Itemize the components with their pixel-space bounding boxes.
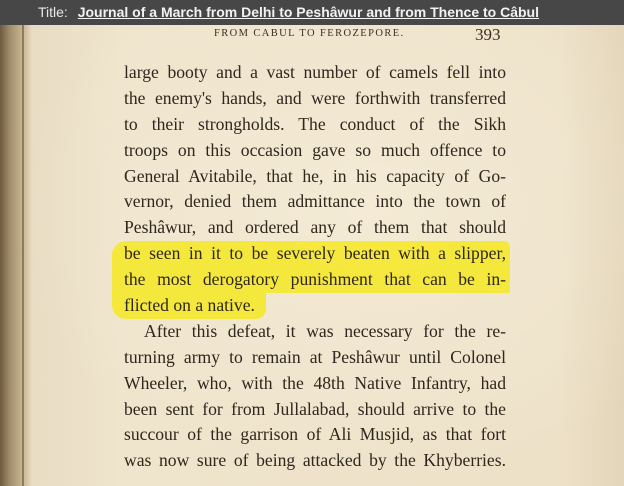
text-line: vernor, denied them admittance into the town of <box>124 191 506 212</box>
text-line: General Avitabile, that he, in his capacity of Go- <box>124 165 506 186</box>
text-line: succour of the garrison of Ali Musjid, as that fort <box>124 424 506 445</box>
text-line: troops on this occasion gave so much offence to <box>124 139 506 160</box>
text-line: was now sure of being attacked by the Khyberries. <box>124 450 506 471</box>
scanned-page <box>0 25 624 486</box>
text-line: After this defeat, it was necessary for the re- <box>144 320 506 341</box>
highlighted-text-line: be seen in it to be severely beaten with a slipper, <box>112 241 510 267</box>
title-prefix: Title: <box>38 4 68 20</box>
text-line: Peshâwur, and ordered any of them that should <box>124 217 506 238</box>
binding-edge <box>22 25 24 486</box>
text-line: turning army to remain at Peshâwur until Colonel <box>124 346 506 367</box>
text-line: Wheeler, who, with the 48th Native Infantry, had <box>124 372 506 393</box>
title-link[interactable]: Journal of a March from Delhi to Peshâwur and from Thence to Câbul <box>77 4 540 20</box>
text-line: large booty and a vast number of camels fell into <box>124 62 506 82</box>
text-line: the enemy's hands, and were forthwith transferred <box>124 87 506 108</box>
highlighted-text-line: flicted on a native. <box>112 293 266 319</box>
page-number: 393 <box>475 25 501 44</box>
body-text <box>124 60 506 474</box>
highlighted-text-line: the most derogatory punishment that can be in- <box>112 267 510 293</box>
text-line: to their strongholds. The conduct of the Sikh <box>124 113 506 134</box>
running-header: FROM CABUL TO FEROZEPORE. <box>214 28 405 39</box>
page-gutter-shadow <box>0 25 32 486</box>
title-bar <box>0 0 624 25</box>
text-line: been sent for from Jullalabad, should arrive to the <box>124 398 506 419</box>
